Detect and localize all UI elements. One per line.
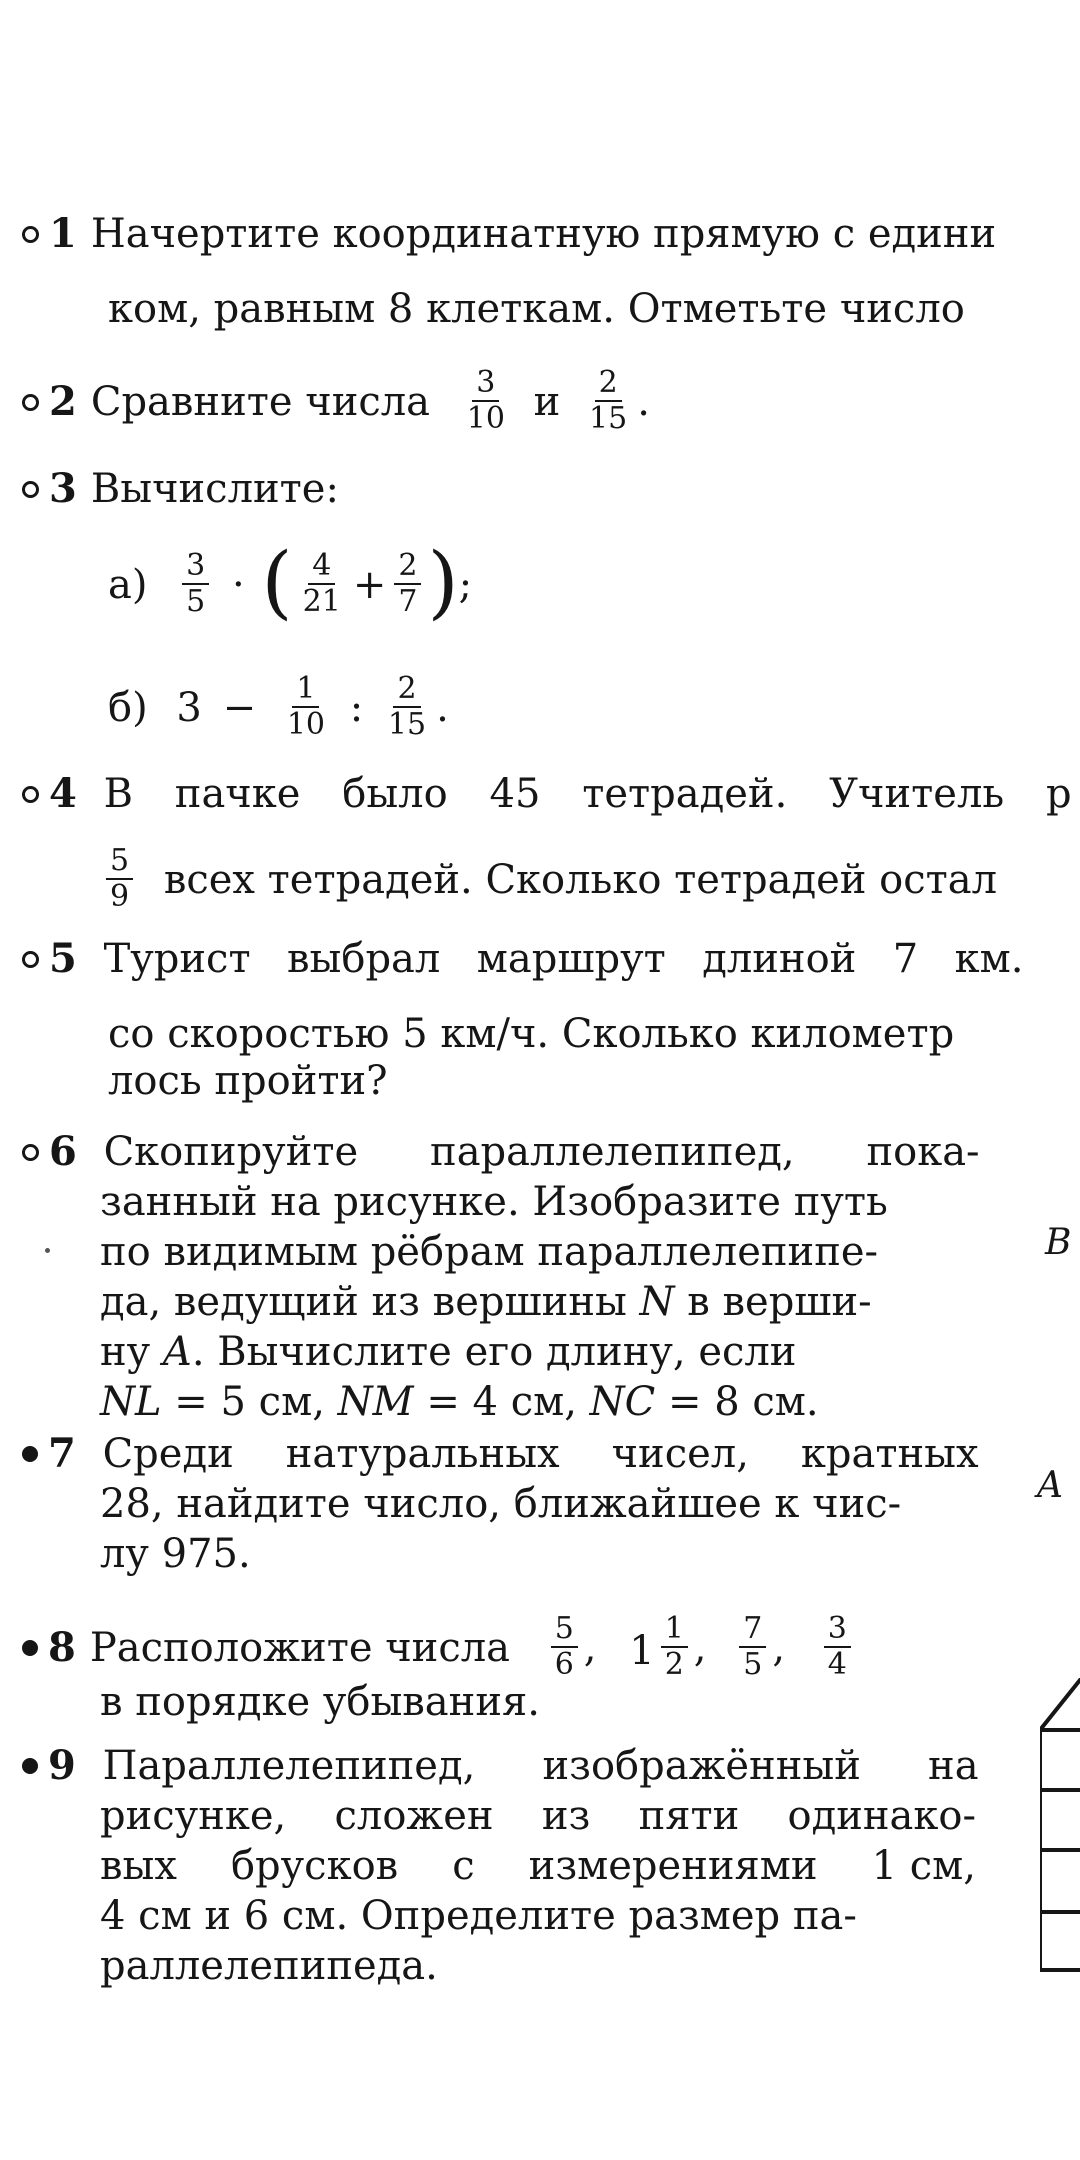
problem-7-line-2 (100, 1480, 901, 1528)
problem-8-text-2: в порядке убывания. (100, 1679, 540, 1725)
problem-1-line-1 (22, 210, 996, 258)
problem-9-line-3 (100, 1842, 976, 1890)
problem-1-number: 1 (49, 210, 77, 257)
fraction-2-7: $\frac{2}{7}$ (394, 549, 421, 619)
problem-9-line-2 (100, 1792, 976, 1840)
problem-9-number: 9 (48, 1742, 76, 1789)
problem-9-line-1 (22, 1742, 979, 1790)
problem-7-number: 7 (48, 1430, 76, 1477)
problem-3b-expression: б) 3 − $\frac{1}{10}$ : $\frac{2}{15}$ . (108, 671, 449, 742)
fraction-5-6: $\frac{5}{6}$ (551, 1612, 578, 1682)
problem-1-text-1: Начертите координатную прямую с едини (90, 211, 997, 257)
filled-circle-icon (22, 1446, 38, 1462)
problem-6-line-1 (22, 1128, 980, 1176)
filled-circle-icon (22, 1758, 38, 1774)
problem-3-number: 3 (49, 465, 77, 512)
problem-6-text-1: Скопируйте параллелепипед, пока- (103, 1129, 980, 1175)
problem-3a-expression: а) $\frac{3}{5}$ · ( $\frac{4}{21}$ + $\frac{2}{7}$ ); (108, 535, 473, 628)
problem-5-line-1 (22, 935, 1024, 983)
problem-9-text-4: 4 см и 6 см. Определите размер па- (100, 1893, 857, 1939)
problem-4-number: 4 (49, 770, 77, 817)
open-circle-icon (22, 1144, 39, 1161)
open-circle-icon (22, 394, 39, 411)
fraction-3-4: $\frac{3}{4}$ (824, 1612, 851, 1682)
fraction-5-9: $\frac{5}{9}$ (106, 844, 133, 914)
vertex-a: A (162, 1329, 192, 1375)
fraction-1-10: $\frac{1}{10}$ (286, 671, 325, 742)
problem-9-text-5: раллелепипеда. (100, 1943, 438, 1989)
problem-5-text-2: со скоростью 5 км/ч. Сколько километр (108, 1011, 955, 1057)
open-circle-icon (22, 226, 39, 243)
fraction-3-10: $\frac{3}{10}$ (466, 365, 505, 436)
mixed-number-1-1-2: 1 1 2 (629, 1611, 694, 1691)
problem-5-number: 5 (49, 935, 77, 982)
problem-9-text-2: рисунке, сложен из пяти одинако- (100, 1793, 976, 1839)
problem-3-text: Вычислите: (90, 466, 339, 512)
problem-2-text: Сравните числа (90, 379, 431, 425)
problem-7-text-3: лу 975. (100, 1531, 251, 1577)
fraction-2-15: $\frac{2}{15}$ (589, 365, 628, 436)
vertex-n: N (639, 1279, 675, 1325)
problem-1-text-2: ком, равным 8 клеткам. Отметьте число (108, 286, 965, 332)
open-circle-icon (22, 786, 39, 803)
problem-6-line-4: да, ведущий из вершины N в верши- (100, 1279, 872, 1325)
problem-9-text-3: вых брусков с измерениями 1 см, (100, 1843, 976, 1889)
open-circle-icon (22, 481, 39, 498)
problem-5-text-3: лось пройти? (108, 1058, 388, 1104)
print-speck (45, 1248, 50, 1253)
problem-9-line-5 (100, 1942, 438, 1990)
problem-8-text: Расположите числа (89, 1625, 510, 1671)
figure-label-b: B (1045, 1222, 1072, 1263)
problem-7-line-3 (100, 1530, 251, 1578)
conjunction-and: и (533, 379, 561, 425)
problem-2-line-1: 2 Сравните числа $\frac{3}{10}$ и $\frac{2}{15}$ . (22, 370, 650, 440)
stacked-blocks-figure (1040, 1650, 1080, 1980)
fraction-2-15: $\frac{2}{15}$ (387, 671, 427, 742)
figure-label-a: A (1037, 1465, 1063, 1506)
problem-6-line-2 (100, 1178, 888, 1226)
problem-6-line-3 (100, 1228, 878, 1276)
problem-3-line-1 (22, 465, 339, 513)
problem-8-line-2 (100, 1678, 540, 1726)
problem-2-number: 2 (49, 378, 77, 425)
problem-8-number: 8 (48, 1624, 76, 1671)
problem-4-text-1: В пачке было 45 тетрадей. Учитель р (103, 771, 1072, 817)
fraction-3-5: $\frac{3}{5}$ (182, 549, 209, 619)
problem-6-number: 6 (49, 1128, 77, 1175)
problem-8-line-1: 8 Расположите числа $\frac{5}{6}$ , 1 1 2 , $\frac{7}{5}$ , $\frac{3}{4}$ (22, 1608, 857, 1688)
problem-6-text-2: занный на рисунке. Изобразите путь (100, 1179, 888, 1225)
problem-6-line-6: NL = 5 см, NM = 4 см, NC = 8 см. (100, 1379, 819, 1425)
problem-7-line-1 (22, 1430, 979, 1478)
problem-9-line-4 (100, 1892, 857, 1940)
problem-5-line-2 (108, 1010, 954, 1058)
problem-7-text-1: Среди натуральных чисел, кратных (102, 1431, 979, 1477)
problem-6-line-5: ну A. Вычислите его длину, если (100, 1329, 797, 1375)
problem-9-text-1: Параллелепипед, изображённый на (102, 1743, 979, 1789)
problem-7-text-2: 28, найдите число, ближайшее к чис- (100, 1481, 902, 1527)
problem-4-line-2 (100, 840, 997, 920)
fraction-4-21: $\frac{4}{21}$ (302, 548, 341, 619)
problem-5-line-3 (108, 1057, 388, 1105)
problem-5-text-1: Турист выбрал маршрут длиной 7 км. (103, 936, 1024, 982)
problem-4-text-2: всех тетрадей. Сколько тетрадей остал (163, 857, 998, 903)
problem-4-line-1 (22, 770, 1080, 818)
open-circle-icon (22, 951, 39, 968)
problem-6-text-3: по видимым рёбрам параллелепипе- (100, 1229, 879, 1275)
filled-circle-icon (22, 1640, 38, 1656)
problem-1-line-2 (108, 285, 965, 333)
fraction-7-5: $\frac{7}{5}$ (739, 1612, 766, 1682)
